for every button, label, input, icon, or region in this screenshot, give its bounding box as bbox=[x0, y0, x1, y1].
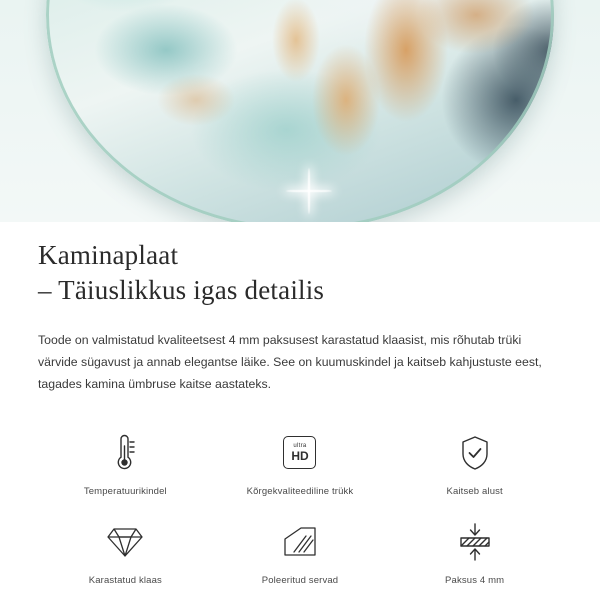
feature-label: Kõrgekvaliteediline trükk bbox=[246, 485, 354, 497]
headline-line-2: – Täiuslikkus igas detailis bbox=[38, 275, 325, 306]
polished-edges-icon bbox=[282, 519, 318, 565]
diamond-icon bbox=[106, 519, 144, 565]
feature-label: Karastatud klaas bbox=[88, 574, 162, 586]
feature-protects-surface bbox=[390, 430, 560, 497]
feature-polished-edges bbox=[215, 519, 385, 586]
feature-thickness bbox=[390, 519, 560, 586]
feature-label: Kaitseb alust bbox=[446, 485, 503, 497]
feature-grid bbox=[38, 430, 562, 586]
ultra-hd-badge-big: HD bbox=[291, 449, 309, 464]
description-text: Toode on valmistatud kvaliteetsest 4 mm paksusest karastatud klaasist, mis rõhutab trüki värvide sügavust ja annab elegantse läike. See on kuumuskindel ja kaitseb kahjustuste eest, tagades kamina ümbruse kaitse aastateks. bbox=[38, 333, 542, 391]
thermometer-icon bbox=[108, 430, 142, 476]
feature-label: Temperatuurikindel bbox=[83, 485, 167, 497]
feature-label: Paksus 4 mm bbox=[445, 574, 505, 586]
feature-temperature-resistant bbox=[40, 430, 210, 497]
hero-image bbox=[0, 0, 600, 222]
page-title bbox=[38, 222, 562, 308]
feature-tempered-glass bbox=[40, 519, 210, 586]
thickness-arrows-icon bbox=[457, 519, 493, 565]
ultra-hd-icon bbox=[283, 430, 316, 476]
feature-label: Poleeritud servad bbox=[261, 574, 339, 586]
shield-check-icon bbox=[458, 430, 492, 476]
content-area bbox=[0, 222, 600, 586]
ultra-hd-badge-small: ultra bbox=[293, 443, 307, 450]
headline-line-1: Kaminaplaat bbox=[38, 240, 179, 270]
feature-high-quality-print bbox=[215, 430, 385, 497]
